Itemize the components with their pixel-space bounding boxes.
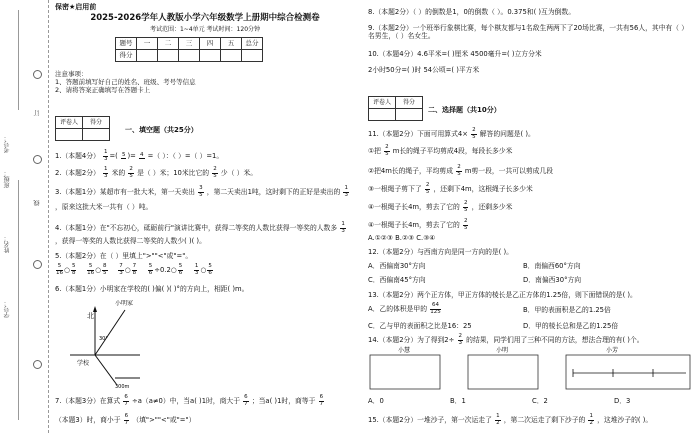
fraction: $\frac{3}{5}$ xyxy=(199,185,203,198)
scale-label: 300m xyxy=(115,384,130,390)
q-text: 4.（本题1分）在"不忘初心，砥砺前行"演讲比赛中，获得二等奖的人数比获得一等奖的人数多 xyxy=(55,224,338,232)
q-text: ，第二天卖出1吨，这时剩下的正好是卖出的 xyxy=(206,188,341,196)
score-cell xyxy=(242,50,263,62)
q-text: 2.（本题2分） xyxy=(55,169,100,177)
fraction: $\frac{2}{5}$ xyxy=(385,144,389,157)
score-label: 得分 xyxy=(396,97,423,109)
q-text: A．乙的体积是甲的 xyxy=(368,305,428,313)
fraction: $\frac{2}{5}$ xyxy=(472,127,476,140)
q-text: 8.（本题2分）（ ）的倒数是1，0的倒数（ ）。0.375和( )互为倒数。 xyxy=(368,8,576,16)
fraction: $\frac{6}{7}$ xyxy=(319,394,324,407)
fraction: $\frac{1}{3}$ xyxy=(194,263,199,276)
punch-hole xyxy=(33,360,42,369)
method-name-1: 小慧 xyxy=(398,347,411,354)
q-text: 是（ ）米；10米比它的 xyxy=(137,169,210,177)
q-text: ③一根绳子剪下了 xyxy=(368,185,422,193)
q-text: ②把4m长的绳子，平均剪成 xyxy=(368,167,454,175)
q-text: 米的 xyxy=(111,169,126,177)
section-choice-title: 二、选择题（共10分） xyxy=(428,106,501,114)
fraction: $\frac{1}{3}$ xyxy=(341,221,345,234)
grader-cell xyxy=(369,109,396,121)
score-table xyxy=(115,37,263,62)
question-4 xyxy=(55,222,347,234)
fraction: $\frac{7}{3}$ xyxy=(119,263,123,276)
fraction: $\frac{6}{7}$ xyxy=(124,394,128,407)
q-text: C．西偏南45°方向 xyxy=(368,276,426,284)
q-text: ，第二次运走了剩下沙子的 xyxy=(503,416,586,424)
fill-line xyxy=(18,180,19,420)
exam-scope: 考试范围：1~4单元 考试时间：120分钟 xyxy=(149,26,261,33)
ray xyxy=(95,355,117,385)
line-label: 线 xyxy=(34,200,41,206)
question-1: 1.（本题4分） $\frac{1}{3}$ =( 5 )= 4 =（ ）：（ ）=（ ）=1。 xyxy=(55,149,224,162)
question-11-c xyxy=(368,183,533,195)
question-11-options xyxy=(368,234,435,242)
q14-methods xyxy=(368,345,694,393)
question-3 xyxy=(55,186,350,198)
fraction: 5 xyxy=(121,151,126,158)
score-cell: 五 xyxy=(221,38,242,50)
q-text: m长的绳子平均剪成4段，每段长多少米 xyxy=(392,147,513,155)
direction-map xyxy=(65,300,185,390)
home-ray xyxy=(95,310,125,355)
score-cell: 总分 xyxy=(242,38,263,50)
q-text: ÷a（a≠0）中，当a( )1时，商大于 xyxy=(132,397,240,405)
question-7 xyxy=(55,395,325,407)
q-text: 14.（本题2分）为了得到2÷ xyxy=(368,336,455,344)
question-2 xyxy=(55,167,257,179)
fraction: $\frac{2}{3}$ xyxy=(458,333,462,346)
q12-option-d[interactable] xyxy=(523,276,581,284)
method-box-2 xyxy=(468,355,538,389)
fill-line xyxy=(18,10,19,110)
q-text: A.①②③ B.②③ C.③④ xyxy=(368,234,436,242)
q-text: ，这堆沙子的( )。 xyxy=(597,416,653,424)
q-text: 3.（本题1分）某超市有一批大米，第一天卖出 xyxy=(55,188,195,196)
q-text: 11.（本题2分）下面可用算式4× xyxy=(368,130,468,138)
q-text: 5.（本题2分）在（ ）里填上">""<"或"="。 xyxy=(55,252,193,260)
q-text: （本题3）时，商小于 xyxy=(55,416,121,424)
fraction: $\frac{2}{5}$ xyxy=(425,182,430,195)
question-11-b xyxy=(368,165,553,177)
method-box-3 xyxy=(566,355,690,389)
score-cell xyxy=(221,50,242,62)
north-label: 北 xyxy=(87,312,94,320)
fraction: $\frac{2}{5}$ xyxy=(129,166,133,179)
fraction: 4 xyxy=(140,151,144,158)
bind-label: 订 xyxy=(34,110,41,116)
q-text: ①把 xyxy=(368,147,381,155)
note-item: 2、请将答案正确填写在答题卡上 xyxy=(55,86,151,95)
grader-label: 评卷人 xyxy=(369,97,396,109)
binding-gutter xyxy=(0,0,49,433)
q-text: 解答的问题是( )。 xyxy=(479,130,535,138)
fraction: $\frac{2}{5}$ xyxy=(457,164,461,177)
score-cell xyxy=(158,50,179,62)
q14-option-b[interactable] xyxy=(450,397,466,405)
q13-option-d[interactable] xyxy=(523,322,618,330)
method-box-1 xyxy=(370,355,440,389)
q13-option-a[interactable] xyxy=(368,303,442,315)
fraction: $\frac{1}{2}$ xyxy=(589,413,593,426)
question-8 xyxy=(368,8,575,16)
q-text: ；当a( )1时，商等于 xyxy=(251,397,316,405)
q-text: 10.（本题4分）4.6平米=( )厘米 4500毫升=( )立方分米 xyxy=(368,50,542,58)
question-11 xyxy=(368,128,535,140)
question-10 xyxy=(368,50,542,58)
punch-hole xyxy=(33,155,42,164)
section-fill-title: 一、填空题（共25分） xyxy=(125,126,198,134)
q-text: ④一根绳子长4m，剪去了它的 xyxy=(368,221,460,229)
fraction: $\frac{5}{6}$ xyxy=(208,263,212,276)
fraction: $\frac{8}{5}$ xyxy=(103,263,107,276)
fraction: $\frac{7}{8}$ xyxy=(132,263,137,276)
question-15 xyxy=(368,414,652,426)
notes-heading: 注意事项： xyxy=(55,70,88,78)
question-5 xyxy=(55,252,192,260)
score-cell xyxy=(179,50,200,62)
q12-option-c[interactable] xyxy=(368,276,426,284)
note-item: 1、答题前填写好自己的姓名、班级、考号等信息 xyxy=(55,78,196,87)
q-text: ，获得一等奖的人数比获得二等奖的人数少( )( )。 xyxy=(55,237,206,245)
q13-option-c[interactable] xyxy=(368,322,472,330)
home-label: 小明家 xyxy=(115,300,134,307)
score-cell: 二 xyxy=(158,38,179,50)
fraction: $\frac{1}{3}$ xyxy=(344,185,348,198)
q-text: 12.（本题2分）与西南方向是同一方向的是( )。 xyxy=(368,248,513,256)
score-cell: 三 xyxy=(179,38,200,50)
exam-title: 2025-2026学年人教版小学六年级数学上册期中综合检测卷 xyxy=(90,13,320,23)
q-text: 1.（本题4分） xyxy=(55,152,100,160)
q-text: 15.（本题2分）一堆沙子，第一次运走了 xyxy=(368,416,492,424)
q-text: ④一根绳子长4m，剪去了它的 xyxy=(368,203,460,211)
q-text: D．3 xyxy=(614,397,631,405)
q-text: C．乙与甲的表面积之比是16：25 xyxy=(368,322,472,330)
question-11-a xyxy=(368,145,512,157)
q-text: （填">""<"或"="） xyxy=(132,416,196,424)
school-label: 学校 xyxy=(77,360,90,367)
fraction: $\frac{64}{125}$ xyxy=(430,302,441,315)
question-11-e xyxy=(368,219,469,231)
q14-option-a[interactable] xyxy=(368,397,384,405)
q-text: 6.（本题1分）小明家在学校的( )偏( )( )°的方向上，相距( )m。 xyxy=(55,285,249,293)
q-text: 13.（本题2分）两个正方体，甲正方体的棱长是乙正方体的1.25倍，则下面错误的是( )。 xyxy=(368,291,637,299)
score-value-row xyxy=(116,50,263,62)
q12-option-b[interactable] xyxy=(523,262,581,270)
score-cell xyxy=(137,50,158,62)
fraction: $\frac{1}{3}$ xyxy=(103,166,108,179)
fraction: $\frac{5}{16}$ xyxy=(56,263,63,276)
q14-option-d[interactable] xyxy=(614,397,630,405)
fraction: $\frac{2}{5}$ xyxy=(213,166,217,179)
q-text: B．南偏西60°方向 xyxy=(523,262,581,270)
secret-mark: 保密★启用前 xyxy=(55,3,97,11)
question-13 xyxy=(368,291,637,299)
class-label: 班级： xyxy=(4,170,11,188)
q-text: D．甲的棱长总和是乙的1.25倍 xyxy=(523,322,619,330)
exam-number-label: 考号： xyxy=(4,135,11,153)
question-5-items: $\frac{5}{16}$ ○ $\frac{5}{8}$ $\frac{5}{16}$ ○ $\frac{8}{5}$ $\frac{7}{3}$ ○ $\frac{7}{8}$ $\frac{5}{6}$ ÷0.2○ $\frac{5}{6}$ $\frac{1}{3}$ ○ $\frac{5}{6}$ xyxy=(56,263,212,276)
question-6 xyxy=(55,285,248,293)
score-label: 得分 xyxy=(83,117,110,129)
score-cell: 题号 xyxy=(116,38,137,50)
fraction: $\frac{5}{8}$ xyxy=(71,263,76,276)
score-cell: 得分 xyxy=(116,50,137,62)
fraction: $\frac{5}{6}$ xyxy=(148,263,153,276)
q-text: ，原来这批大米一共有（ ）吨。 xyxy=(55,203,153,211)
q-text: 7.（本题3分）在算式 xyxy=(55,397,121,405)
q-text: B．甲的表面积是乙的1.25倍 xyxy=(523,306,611,314)
q13-option-b[interactable] xyxy=(523,306,611,314)
grader-label: 评卷人 xyxy=(56,117,83,129)
punch-hole xyxy=(33,70,42,79)
q-text: B．1 xyxy=(450,397,466,405)
grader-box-2 xyxy=(368,96,423,121)
question-10-cont xyxy=(368,66,479,74)
q-text: =（ ）：（ ）=（ ）=1。 xyxy=(147,152,224,160)
q-text: ，还剩多少米 xyxy=(471,203,513,211)
score-cell xyxy=(396,109,423,121)
score-header-row xyxy=(116,38,263,50)
method-name-3: 小芳 xyxy=(606,347,619,354)
q-text: 2小时50分=( )时 54公顷=( )平方米 xyxy=(368,66,480,74)
fraction: $\frac{2}{5}$ xyxy=(463,200,468,213)
exam-notes xyxy=(55,70,196,94)
grader-cell xyxy=(56,129,83,141)
q-text: 的结果，同学们用了三种不同的方法，想法合理的有( )个。 xyxy=(466,336,644,344)
score-cell: 一 xyxy=(137,38,158,50)
fraction: $\frac{6}{7}$ xyxy=(244,394,248,407)
question-4-cont xyxy=(55,237,206,245)
q-text: m剪一段，一共可以剪成几段 xyxy=(464,167,554,175)
fraction: $\frac{2}{5}$ xyxy=(463,218,468,231)
score-cell: 四 xyxy=(200,38,221,50)
fraction: $\frac{5}{6}$ xyxy=(178,263,183,276)
fraction: $\frac{6}{7}$ xyxy=(124,413,129,426)
q-text: 少（ ）米。 xyxy=(220,169,258,177)
q-text: A．0 xyxy=(368,397,384,405)
q-text: D．南偏西30°方向 xyxy=(523,276,582,284)
grader-box xyxy=(55,116,110,141)
score-cell xyxy=(83,129,110,141)
fraction: $\frac{5}{16}$ xyxy=(87,263,95,276)
q-text: ，还剩下4m，这根绳子长多少米 xyxy=(433,185,533,193)
q-text: A．西偏南30°方向 xyxy=(368,262,426,270)
fraction: $\frac{1}{2}$ xyxy=(496,413,500,426)
angle-label: 30° xyxy=(99,336,108,342)
name-label: 姓名： xyxy=(4,235,11,253)
method-name-2: 小明 xyxy=(496,347,509,354)
fraction: $\frac{1}{3}$ xyxy=(103,149,108,162)
q-text: C．2 xyxy=(532,397,548,405)
student-id-label: 学号： xyxy=(4,300,11,318)
score-cell xyxy=(200,50,221,62)
question-9 xyxy=(368,24,694,41)
q12-option-a[interactable] xyxy=(368,262,425,270)
q14-option-c[interactable] xyxy=(532,397,548,405)
question-3-cont xyxy=(55,203,152,211)
punch-hole xyxy=(33,260,42,269)
question-11-d xyxy=(368,201,512,213)
q-text: 9.（本题2分）一个班举行象棋比赛，每个棋友都与1名敌生两两下了20场比赛，一共有56人，其中有（ ）名男生，（ ）名女生。 xyxy=(368,24,689,41)
question-7-cont xyxy=(55,414,195,426)
question-12 xyxy=(368,248,513,256)
